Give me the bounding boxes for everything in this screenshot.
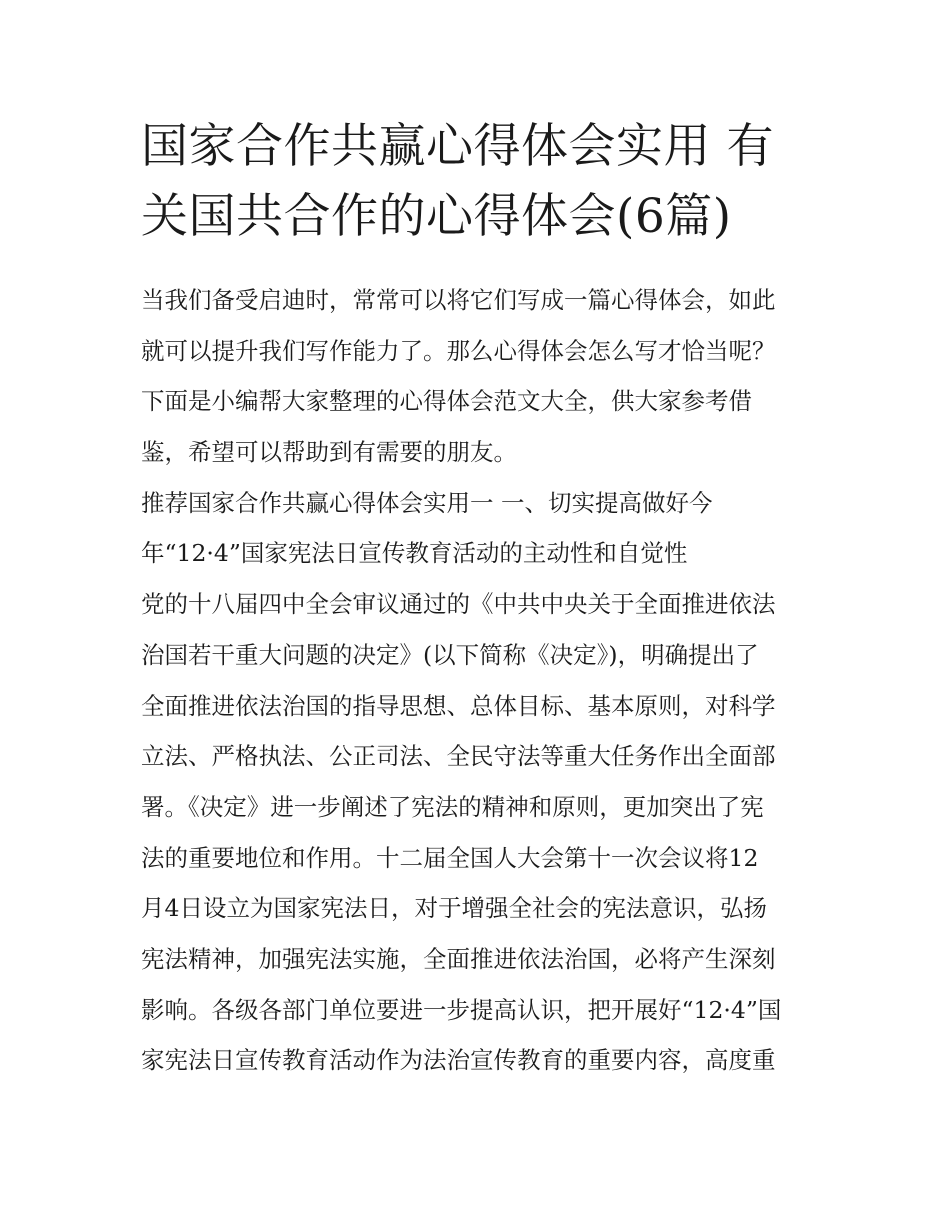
body-line: 影响。各级各部门单位要进一步提高认识，把开展好“12·4”国 bbox=[141, 995, 782, 1024]
body-line: 当我们备受启迪时，常常可以将它们写成一篇心得体会，如此 bbox=[141, 286, 776, 314]
body-line: 月4日设立为国家宪法日，对于增强全社会的宪法意识，弘扬 bbox=[141, 894, 767, 923]
body-line: 年“12·4”国家宪法日宣传教育活动的主动性和自觉性 bbox=[141, 539, 688, 568]
document-title bbox=[141, 112, 821, 252]
body-line: 鉴，希望可以帮助到有需要的朋友。 bbox=[141, 438, 517, 467]
body-line: 宪法精神，加强宪法实施，全面推进依法治国，必将产生深刻 bbox=[141, 944, 776, 973]
document-body bbox=[141, 275, 821, 1086]
body-line: 党的十八届四中全会审议通过的《中共中央关于全面推进依法 bbox=[141, 590, 776, 619]
body-line: 就可以提升我们写作能力了。那么心得体会怎么写才恰当呢？ bbox=[141, 336, 776, 365]
body-line: 全面推进依法治国的指导思想、总体目标、基本原则，对科学 bbox=[141, 691, 776, 720]
body-line: 下面是小编帮大家整理的心得体会范文大全，供大家参考借 bbox=[141, 387, 752, 416]
title-line: 国家合作共赢心得体会实用 有 bbox=[141, 119, 774, 174]
body-line: 法的重要地位和作用。十二届全国人大会第十一次会议将12 bbox=[141, 843, 759, 872]
body-line: 治国若干重大问题的决定》(以下简称《决定》)，明确提出了 bbox=[141, 640, 759, 669]
title-line: 关国共合作的心得体会(6篇) bbox=[141, 189, 732, 244]
body-line: 推荐国家合作共赢心得体会实用一 一、切实提高做好今 bbox=[141, 488, 713, 517]
body-line: 署。《决定》进一步阐述了宪法的精神和原则，更加突出了宪 bbox=[141, 792, 764, 821]
body-line: 立法、严格执法、公正司法、全民守法等重大任务作出全面部 bbox=[141, 742, 776, 771]
body-line: 家宪法日宣传教育活动作为法治宣传教育的重要内容，高度重 bbox=[141, 1046, 776, 1075]
